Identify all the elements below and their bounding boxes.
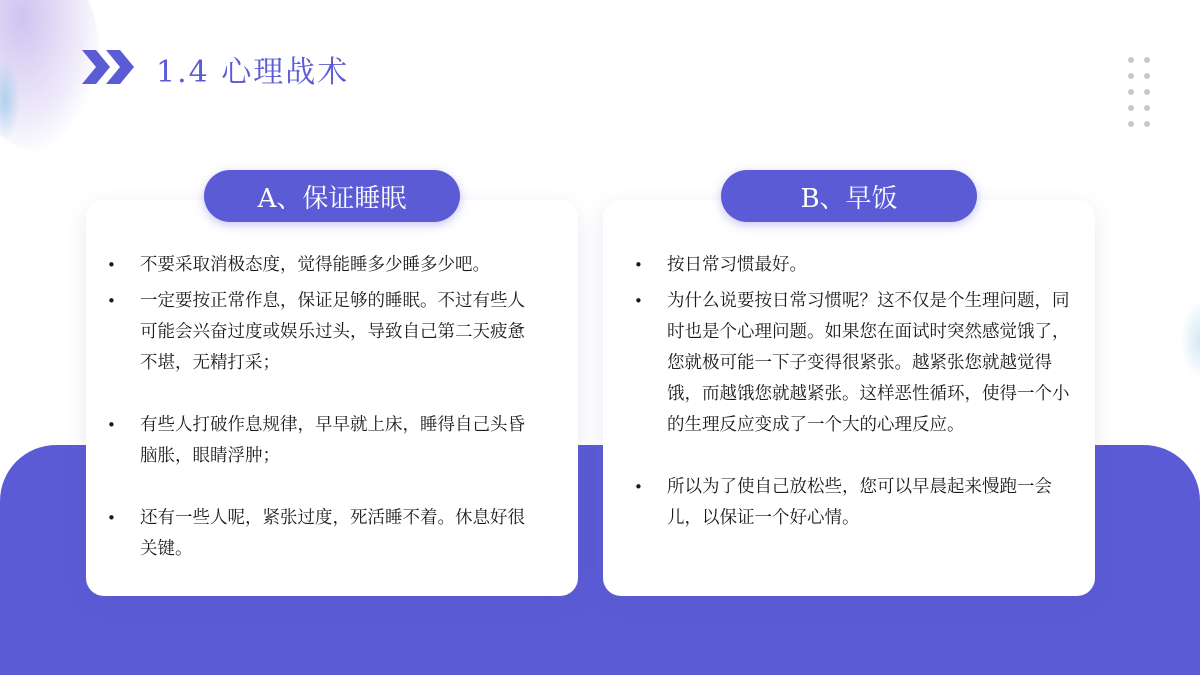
sleep-card-heading: A、保证睡眠 xyxy=(204,170,460,222)
breakfast-tips-list xyxy=(634,250,1072,534)
breakfast-card-heading: B、早饭 xyxy=(721,170,977,222)
list-item: • 有些人打破作息规律，早早就上床，睡得自己头昏脑胀，眼睛浮肿； xyxy=(107,410,539,472)
list-item: • 不要采取消极态度，觉得能睡多少睡多少吧。 xyxy=(107,250,539,281)
double-chevron-right-icon xyxy=(82,50,138,84)
list-item: • 所以为了使自己放松些，您可以早晨起来慢跑一会儿，以保证一个好心情。 xyxy=(634,472,1072,534)
list-item: • 一定要按正常作息，保证足够的睡眠。不过有些人可能会兴奋过度或娱乐过头，导致自己第二天疲惫不堪，无精打采； xyxy=(107,286,539,379)
dot-grid-decoration xyxy=(1128,57,1152,129)
list-item: • 按日常习惯最好。 xyxy=(634,250,1072,281)
list-item: • 为什么说要按日常习惯呢？这不仅是个生理问题，同时也是个心理问题。如果您在面试时突然感觉饿了，您就极可能一下子变得很紧张。越紧张您就越觉得饿，而越饿您就越紧张。这样恶性循环，使得一个小的生理反应变成了一个大的心理反应。 xyxy=(634,286,1072,441)
page-title: 1.4 心理战术 xyxy=(156,55,350,90)
watercolor-decoration-accent xyxy=(0,60,20,140)
sleep-tips-list xyxy=(107,250,539,565)
list-item: • 还有一些人呢，紧张过度，死活睡不着。休息好很关键。 xyxy=(107,503,539,565)
watercolor-decoration-right xyxy=(1180,300,1200,380)
